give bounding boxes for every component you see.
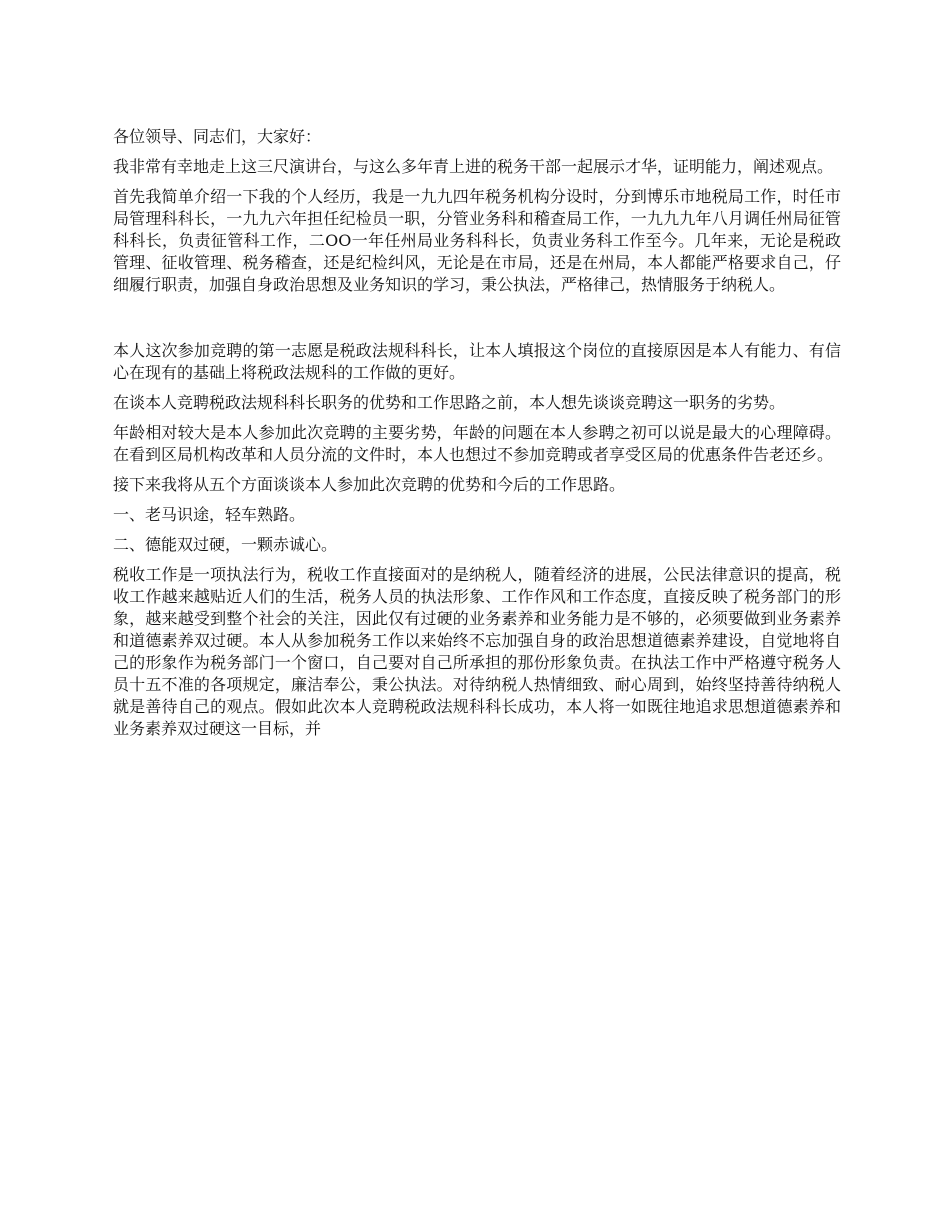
paragraph-weakness-intro: 在谈本人竞聘税政法规科科长职务的优势和工作思路之前，本人想先谈谈竞聘这一职务的劣势。 xyxy=(113,393,786,412)
heading-point-one: 一、老马识途，轻车熟路。 xyxy=(113,505,306,524)
heading-point-two: 二、德能双过硬，一颗赤诚心。 xyxy=(113,535,338,554)
paragraph-experience: 首先我简单介绍一下我的个人经历，我是一九九四年税务机构分设时，分到博乐市地税局工作，时任市局管理科科长，一九九六年担任纪检员一职，分管业务科和稽查局工作，一九九九年八月调任州局征管科科长，负责征管科工作，二OO一年任州局业务科科长，负责业务科工作至今。几年来，无论是税政管理、征收管理、税务稽查，还是纪检纠风，无论是在市局，还是在州局，本人都能严格要求自己，仔细履行职责，加强自身政治思想及业务知识的学习，秉公执法，严格律己，热情服务于纳税人。 xyxy=(113,187,841,294)
paragraph-first-choice: 本人这次参加竞聘的第一志愿是税政法规科科长，让本人填报这个岗位的直接原因是本人有能力、有信心在现有的基础上将税政法规科的工作做的更好。 xyxy=(113,341,841,382)
paragraph-intro: 我非常有幸地走上这三尺演讲台，与这么多年青上进的税务干部一起展示才华，证明能力，阐述观点。 xyxy=(113,157,834,176)
paragraph-five-aspects: 接下来我将从五个方面谈谈本人参加此次竞聘的优势和今后的工作思路。 xyxy=(113,475,626,494)
paragraph-age: 年龄相对较大是本人参加此次竞聘的主要劣势，年龄的问题在本人参聘之初可以说是最大的心理障碍。在看到区局机构改革和人员分流的文件时，本人也想过不参加竞聘或者享受区局的优惠条件告老还乡。 xyxy=(113,423,841,464)
paragraph-tax-work: 税收工作是一项执法行为，税收工作直接面对的是纳税人，随着经济的进展，公民法律意识的提高，税收工作越来越贴近人们的生活，税务人员的执法形象、工作作风和工作态度，直接反映了税务部门的形象，越来越受到整个社会的关注，因此仅有过硬的业务素养和业务能力是不够的，必须要做到业务素养和道德素养双过硬。本人从参加税务工作以来始终不忘加强自身的政治思想道德素养建设，自觉地将自己的形象作为税务部门一个窗口，自己要对自己所承担的那份形象负责。在执法工作中严格遵守税务人员十五不准的各项规定，廉洁奉公，秉公执法。对待纳税人热情细致、耐心周到，始终坚持善待纳税人就是善待自己的观点。假如此次本人竞聘税政法规科科长成功，本人将一如既往地追求思想道德素养和业务素养双过硬这一目标，并 xyxy=(113,565,841,738)
greeting: 各位领导、同志们，大家好： xyxy=(113,127,322,146)
document-body xyxy=(113,126,841,748)
